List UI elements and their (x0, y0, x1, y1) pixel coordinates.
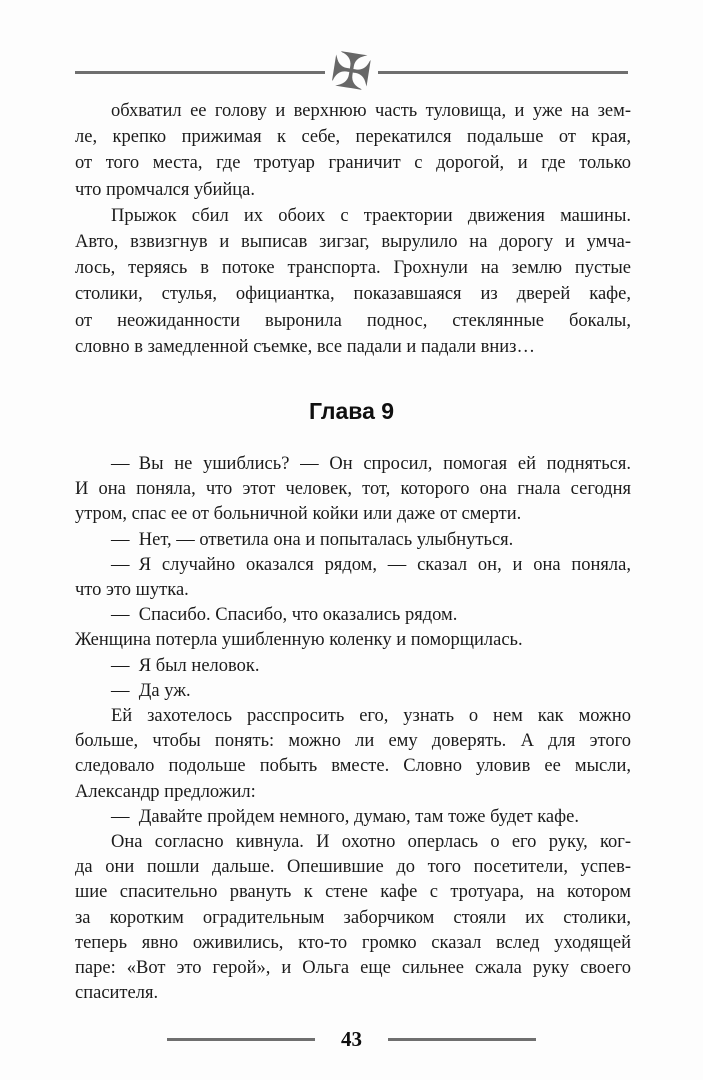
paragraph (75, 628, 631, 653)
text-line: лось, теряясь в потоке транспорта. Грохнули на землю пустые (75, 258, 631, 279)
text-line: — Давайте пройдем немного, думаю, там тоже будет кафе. (111, 806, 579, 827)
header-ornament (75, 41, 628, 103)
paragraph (75, 452, 631, 528)
page-number: 43 (341, 1026, 362, 1051)
text-line: обхватил ее голову и верхнюю часть туловища, и уже на зем- (111, 101, 631, 121)
chapter-heading: Глава 9 (308, 398, 395, 425)
paragraph (75, 704, 631, 805)
paragraph (75, 203, 631, 360)
paragraph (75, 654, 631, 679)
text-line: столики, стулья, официантка, показавшаяся из дверей кафе, (75, 284, 631, 305)
text-line: — Нет, — ответила она и попыталась улыбнуться. (111, 529, 514, 550)
text-line: от того места, где тротуар граничит с дорогой, и где только (75, 153, 631, 174)
paragraph (75, 98, 631, 203)
text-line: утром, спас ее от больничной койки или даже от смерти. (75, 504, 522, 525)
paragraph (75, 603, 631, 628)
text-line: паре: «Вот это герой», и Ольга еще сильнее сжала руку своего (75, 958, 631, 979)
text-line: И она поняла, что этот человек, тот, которого она гнала сегодня (75, 479, 631, 500)
paragraph (75, 830, 631, 1006)
maltese-cross-icon: ✠ (327, 41, 376, 103)
body-before-heading (75, 98, 631, 360)
text-line: следовало подольше побыть вместе. Словно уловив ее мысли, (75, 756, 631, 777)
paragraph (75, 553, 631, 603)
text-line: шие спасительно рвануть к стене кафе с тротуара, на котором (75, 882, 631, 903)
text-line: — Спасибо. Спасибо, что оказались рядом. (111, 605, 458, 626)
text-line: спасителя. (75, 983, 159, 1004)
paragraph (75, 528, 631, 553)
text-line: — Я был неловок. (111, 655, 260, 676)
text-line: ле, крепко прижимая к себе, перекатился подальше от края, (75, 127, 631, 148)
text-line: больше, чтобы понять: можно ли ему доверять. А для этого (75, 731, 631, 752)
text-line: Александр предложил: (75, 781, 256, 802)
text-line: — Я случайно оказался рядом, — сказал он, и она поняла, (111, 554, 631, 575)
body-after-heading (75, 452, 631, 1006)
text-line: да они пошли дальше. Опешившие до того посетители, успев- (75, 857, 631, 878)
text-line: Она согласно кивнула. И охотно оперлась о его руку, ког- (111, 832, 631, 853)
text-line: Прыжок сбил их обоих с траектории движения машины. (111, 205, 631, 226)
text-line: что это шутка. (75, 580, 189, 601)
text-line: за коротким оградительным заборчиком стояли их столики, (75, 907, 631, 928)
text-line: — Вы не ушиблись? — Он спросил, помогая ей подняться. (111, 454, 631, 475)
paragraph (75, 679, 631, 704)
header-rule-left (75, 71, 325, 74)
text-line: что промчался убийца. (75, 179, 255, 200)
text-line: словно в замедленной съемке, все падали и падали вниз… (75, 336, 535, 357)
text-line: Ей захотелось расспросить его, узнать о нем как можно (111, 706, 631, 727)
text-line: Авто, взвизгнув и выписав зигзаг, вырулило на дорогу и умча- (75, 232, 631, 253)
text-line: — Да уж. (111, 680, 191, 701)
footer-rule-left (167, 1038, 315, 1041)
text-line: Женщина потерла ушибленную коленку и поморщилась. (75, 630, 523, 651)
footer-rule-right (388, 1038, 536, 1041)
text-line: от неожиданности выронила поднос, стеклянные бокалы, (75, 310, 631, 331)
paragraph (75, 805, 631, 830)
text-line: теперь явно оживились, кто-то громко сказал вслед уходящей (75, 932, 631, 953)
page-footer (0, 1026, 703, 1052)
header-rule-right (378, 71, 628, 74)
